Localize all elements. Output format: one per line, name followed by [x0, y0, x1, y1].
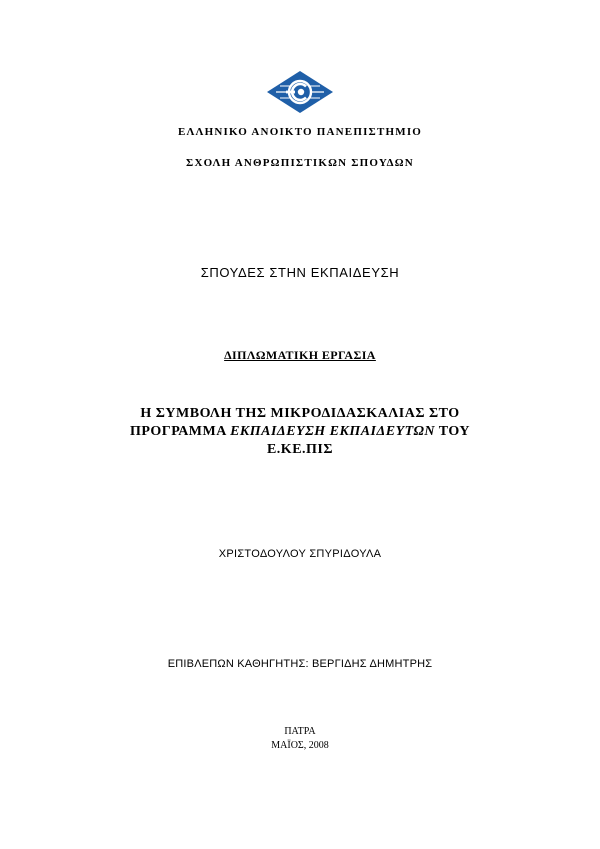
- thesis-type: ΔΙΠΛΩΜΑΤΙΚΗ ΕΡΓΑΣΙΑ: [224, 348, 376, 362]
- thesis-title: [0, 405, 600, 459]
- author-name: ΧΡΙΣΤΟΔΟΥΛΟΥ ΣΠΥΡΙΔΟΥΛΑ: [218, 548, 382, 560]
- title-line-3: Ε.ΚΕ.ΠΙΣ: [266, 442, 334, 457]
- supervisor-name: ΕΠΙΒΛΕΠΩΝ ΚΑΘΗΓΗΤΗΣ: ΒΕΡΓΙΔΗΣ ΔΗΜΗΤΡΗΣ: [167, 658, 433, 670]
- title-line-1: Η ΣΥΜΒΟΛΗ ΤΗΣ ΜΙΚΡΟΔΙΔΑΣΚΑΛΙΑΣ ΣΤΟ: [140, 406, 460, 421]
- place: ΠΑΤΡΑ: [284, 726, 316, 737]
- university-logo-icon: [266, 70, 334, 114]
- program-name: ΣΠΟΥΔΕΣ ΣΤΗΝ ΕΚΠΑΙΔΕΥΣΗ: [200, 265, 400, 280]
- title-line-2-prefix: ΠΡΟΓΡΑΜΜΑ: [129, 424, 231, 439]
- school-name: ΣΧΟΛΗ ΑΝΘΡΩΠΙΣΤΙΚΩΝ ΣΠΟΥΔΩΝ: [186, 157, 414, 169]
- title-line-2-suffix: ΤΟΥ: [435, 424, 471, 439]
- title-line-2: [0, 423, 600, 441]
- title-line-2-italic: ΕΚΠΑΙΔΕΥΣΗ ΕΚΠΑΙΔΕΥΤΩΝ: [230, 424, 436, 439]
- university-name: ΕΛΛΗΝΙΚΟ ΑΝΟΙΚΤΟ ΠΑΝΕΠΙΣΤΗΜΙΟ: [177, 126, 423, 138]
- date: ΜΑΪΟΣ, 2008: [271, 740, 329, 751]
